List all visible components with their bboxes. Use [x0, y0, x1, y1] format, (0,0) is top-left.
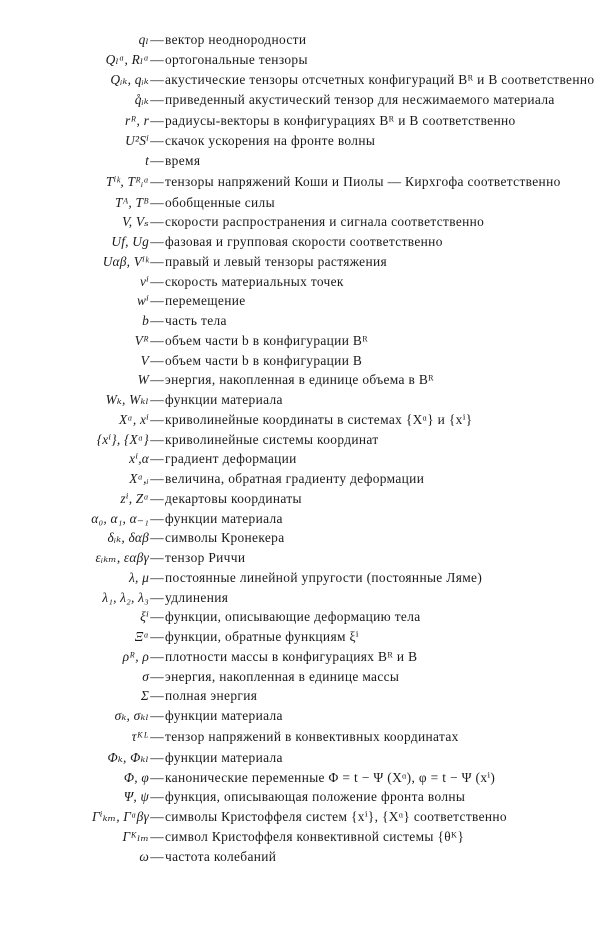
entry-description: функция, описывающая положение фронта волны [165, 789, 466, 805]
entry-dash: — [150, 411, 164, 427]
entry-description: ортогональные тензоры [165, 51, 308, 67]
glossary-entry [0, 528, 614, 548]
glossary-entry [0, 568, 614, 588]
entry-description: функции материала [165, 392, 283, 407]
entry-description: скачок ускорения на фронте волны [165, 133, 376, 148]
entry-symbol: Γᴷₗₘ [122, 828, 149, 844]
entry-symbol: Ψ, ψ [123, 789, 149, 805]
entry-dash: — [150, 769, 164, 785]
glossary-entry [0, 30, 614, 50]
entry-dash: — [150, 609, 164, 625]
entry-symbol: q̊ᵢₖ [134, 92, 149, 108]
entry-dash: — [150, 71, 164, 87]
glossary-entry [0, 588, 614, 608]
glossary-entry [0, 469, 614, 489]
entry-description: тензор напряжений в конвективных координатах [165, 728, 459, 744]
glossary-entry [0, 151, 614, 171]
entry-description: объем части b в конфигурации Bᴿ [165, 332, 369, 348]
entry-description: функции материала [165, 749, 283, 765]
entry-symbol: vⁱ [139, 273, 149, 289]
entry-symbol: Xᵅ,ᵢ [129, 471, 149, 486]
glossary-entry [0, 489, 614, 509]
glossary-entry [0, 171, 614, 193]
entry-symbol: ρᴿ, ρ [122, 648, 149, 664]
entry-dash: — [150, 51, 164, 67]
entry-dash: — [150, 749, 164, 765]
entry-description: часть тела [165, 313, 227, 328]
glossary-entry [0, 706, 614, 726]
entry-symbol: Φ, φ [123, 769, 149, 785]
entry-description: канонические переменные Φ = t − Ψ (Xᵅ), φ = t − Ψ (xⁱ) [165, 769, 496, 785]
entry-symbol: δᵢₖ, δαβ [107, 530, 149, 546]
entry-dash: — [150, 293, 164, 309]
entry-symbol: Γⁱₖₘ, Γᵅβγ [91, 809, 149, 824]
entry-description: вектор неоднородности [165, 32, 307, 47]
glossary-entry [0, 70, 614, 90]
glossary-entry [0, 50, 614, 70]
entry-symbol: Vᴿ [134, 332, 149, 348]
entry-description: криволинейные системы координат [165, 431, 379, 447]
glossary-entry [0, 847, 614, 867]
entry-symbol: wⁱ [136, 293, 149, 309]
entry-symbol: U²Sⁱ [125, 133, 149, 148]
entry-symbol: Φₖ, Φₖₗ [107, 749, 149, 765]
entry-dash: — [150, 92, 164, 108]
glossary-entry [0, 667, 614, 687]
entry-description: акустические тензоры отсчетных конфигураций Bᴿ и B соответственно [165, 71, 595, 87]
entry-symbol: ω [139, 848, 149, 864]
glossary-entry [0, 548, 614, 568]
entry-dash: — [150, 550, 164, 565]
entry-description: функции материала [165, 510, 283, 526]
entry-dash: — [150, 152, 164, 168]
entry-dash: — [150, 510, 164, 526]
glossary-entry [0, 627, 614, 647]
entry-symbol: Qₗᵅ, Rₗᵅ [105, 51, 149, 67]
entry-symbol: Wₖ, Wₖₗ [105, 392, 149, 407]
entry-symbol: xⁱ,α [129, 451, 149, 467]
glossary-entry [0, 212, 614, 232]
glossary-entry [0, 686, 614, 706]
entry-dash: — [150, 431, 164, 447]
entry-symbol: ξⁱ [140, 609, 149, 625]
entry-dash: — [150, 173, 164, 189]
glossary-entry [0, 131, 614, 151]
entry-symbol: εᵢₖₘ, εαβγ [95, 550, 149, 565]
glossary-entry [0, 509, 614, 529]
glossary-entry [0, 232, 614, 252]
entry-dash: — [150, 332, 164, 348]
glossary-entry [0, 827, 614, 847]
entry-dash: — [150, 708, 164, 723]
entry-description: обобщенные силы [165, 194, 275, 210]
entry-dash: — [150, 32, 164, 47]
glossary-entry [0, 449, 614, 469]
glossary-entry [0, 291, 614, 311]
entry-description: перемещение [165, 293, 246, 309]
entry-description: удлинения [165, 589, 229, 605]
entry-description: функции, обратные функциям ξⁱ [165, 629, 359, 644]
entry-dash: — [150, 234, 164, 249]
glossary-entry [0, 430, 614, 450]
glossary-entry [0, 726, 614, 748]
glossary-entry [0, 807, 614, 827]
entry-description: символы Кронекера [165, 530, 285, 546]
entry-description: тензоры напряжений Коши и Пиолы — Кирхгофа соответственно [165, 173, 561, 189]
entry-dash: — [150, 569, 164, 585]
entry-description: функции, описывающие деформацию тела [165, 609, 421, 625]
entry-description: тензор Риччи [165, 550, 246, 565]
entry-symbol: Xᵅ, xⁱ [118, 411, 149, 427]
entry-description: полная энергия [165, 688, 258, 704]
glossary-entry [0, 390, 614, 410]
entry-description: правый и левый тензоры растяжения [165, 253, 387, 269]
entry-dash: — [150, 273, 164, 289]
entry-description: градиент деформации [165, 451, 297, 467]
entry-description: функции материала [165, 708, 283, 723]
entry-symbol: qₗ [138, 32, 149, 47]
entry-symbol: Σ [140, 688, 149, 704]
glossary-entry [0, 748, 614, 768]
entry-dash: — [150, 809, 164, 824]
glossary-entry [0, 111, 614, 131]
glossary-entry [0, 647, 614, 667]
glossary-entry [0, 787, 614, 807]
entry-symbol: zⁱ, Zᵅ [120, 490, 149, 506]
entry-dash: — [150, 352, 164, 368]
entry-dash: — [150, 828, 164, 844]
entry-symbol: λ₁, λ₂, λ₃ [102, 589, 149, 605]
entry-dash: — [150, 530, 164, 546]
entry-dash: — [150, 113, 164, 129]
entry-description: плотности массы в конфигурациях Bᴿ и B [165, 648, 418, 664]
entry-description: скорости распространения и сигнала соответственно [165, 214, 485, 230]
glossary-entry [0, 607, 614, 627]
entry-description: постоянные линейной упругости (постоянные Ляме) [165, 569, 483, 585]
entry-description: символ Кристоффеля конвективной системы {θᴷ} [165, 828, 465, 844]
entry-description: скорость материальных точек [165, 273, 344, 289]
entry-description: криволинейные координаты в системах {Xᵅ} и {xⁱ} [165, 411, 473, 427]
entry-description: объем части b в конфигурации B [165, 352, 363, 368]
entry-dash: — [150, 133, 164, 148]
entry-symbol: Tᴬ, Tᴮ [115, 194, 149, 210]
entry-description: декартовы координаты [165, 490, 302, 506]
entry-description: символы Кристоффеля систем {xⁱ}, {Xᵅ} соответственно [165, 809, 507, 824]
entry-symbol: {xⁱ}, {Xᵅ} [96, 431, 149, 447]
entry-symbol: t [145, 152, 149, 168]
glossary-entry [0, 768, 614, 788]
entry-description: приведенный акустический тензор для несжимаемого материала [165, 92, 555, 108]
entry-symbol: W [137, 372, 149, 388]
glossary-list [0, 30, 614, 866]
entry-dash: — [150, 451, 164, 467]
glossary-entry [0, 89, 614, 111]
glossary-entry [0, 331, 614, 351]
entry-description: величина, обратная градиенту деформации [165, 471, 425, 486]
entry-dash: — [150, 848, 164, 864]
entry-symbol: α₀, α₁, α₋₁ [91, 510, 149, 526]
entry-dash: — [150, 253, 164, 269]
entry-description: время [165, 152, 201, 168]
entry-symbol: V [140, 352, 149, 368]
entry-symbol: Tⁱᵏ, Tᴿᵢᵅ [105, 173, 149, 189]
entry-dash: — [150, 490, 164, 506]
entry-description: радиусы-векторы в конфигурациях Bᴿ и B соответственно [165, 113, 516, 129]
entry-dash: — [150, 789, 164, 805]
entry-description: энергия, накопленная в единице объема в Bᴿ [165, 372, 434, 388]
glossary-entry [0, 410, 614, 430]
entry-dash: — [150, 629, 164, 644]
entry-dash: — [150, 392, 164, 407]
entry-symbol: Qᵢₖ, qᵢₖ [110, 71, 149, 87]
entry-symbol: Uαβ, Vⁱᵏ [102, 253, 149, 269]
entry-symbol: V, Vₛ [122, 214, 149, 230]
entry-description: частота колебаний [165, 848, 277, 864]
glossary-entry [0, 252, 614, 272]
entry-dash: — [150, 728, 164, 744]
entry-symbol: τᴷᴸ [131, 728, 149, 744]
entry-dash: — [150, 668, 164, 684]
glossary-entry [0, 351, 614, 371]
entry-dash: — [150, 648, 164, 664]
entry-symbol: b [142, 313, 149, 328]
entry-symbol: Uf, Ug [111, 234, 149, 249]
glossary-entry [0, 272, 614, 292]
glossary-entry [0, 193, 614, 213]
entry-dash: — [150, 589, 164, 605]
entry-dash: — [150, 194, 164, 210]
entry-dash: — [150, 214, 164, 230]
entry-symbol: σₖ, σₖₗ [114, 708, 149, 723]
entry-symbol: λ, μ [128, 569, 149, 585]
entry-dash: — [150, 313, 164, 328]
entry-symbol: rᴿ, r [125, 113, 149, 129]
entry-dash: — [150, 471, 164, 486]
entry-dash: — [150, 372, 164, 388]
entry-description: фазовая и групповая скорости соответственно [165, 234, 443, 249]
glossary-entry [0, 370, 614, 390]
entry-dash: — [150, 688, 164, 704]
entry-description: энергия, накопленная в единице массы [165, 668, 400, 684]
entry-symbol: Ξᵅ [134, 629, 149, 644]
entry-symbol: σ [142, 668, 149, 684]
glossary-entry [0, 311, 614, 331]
